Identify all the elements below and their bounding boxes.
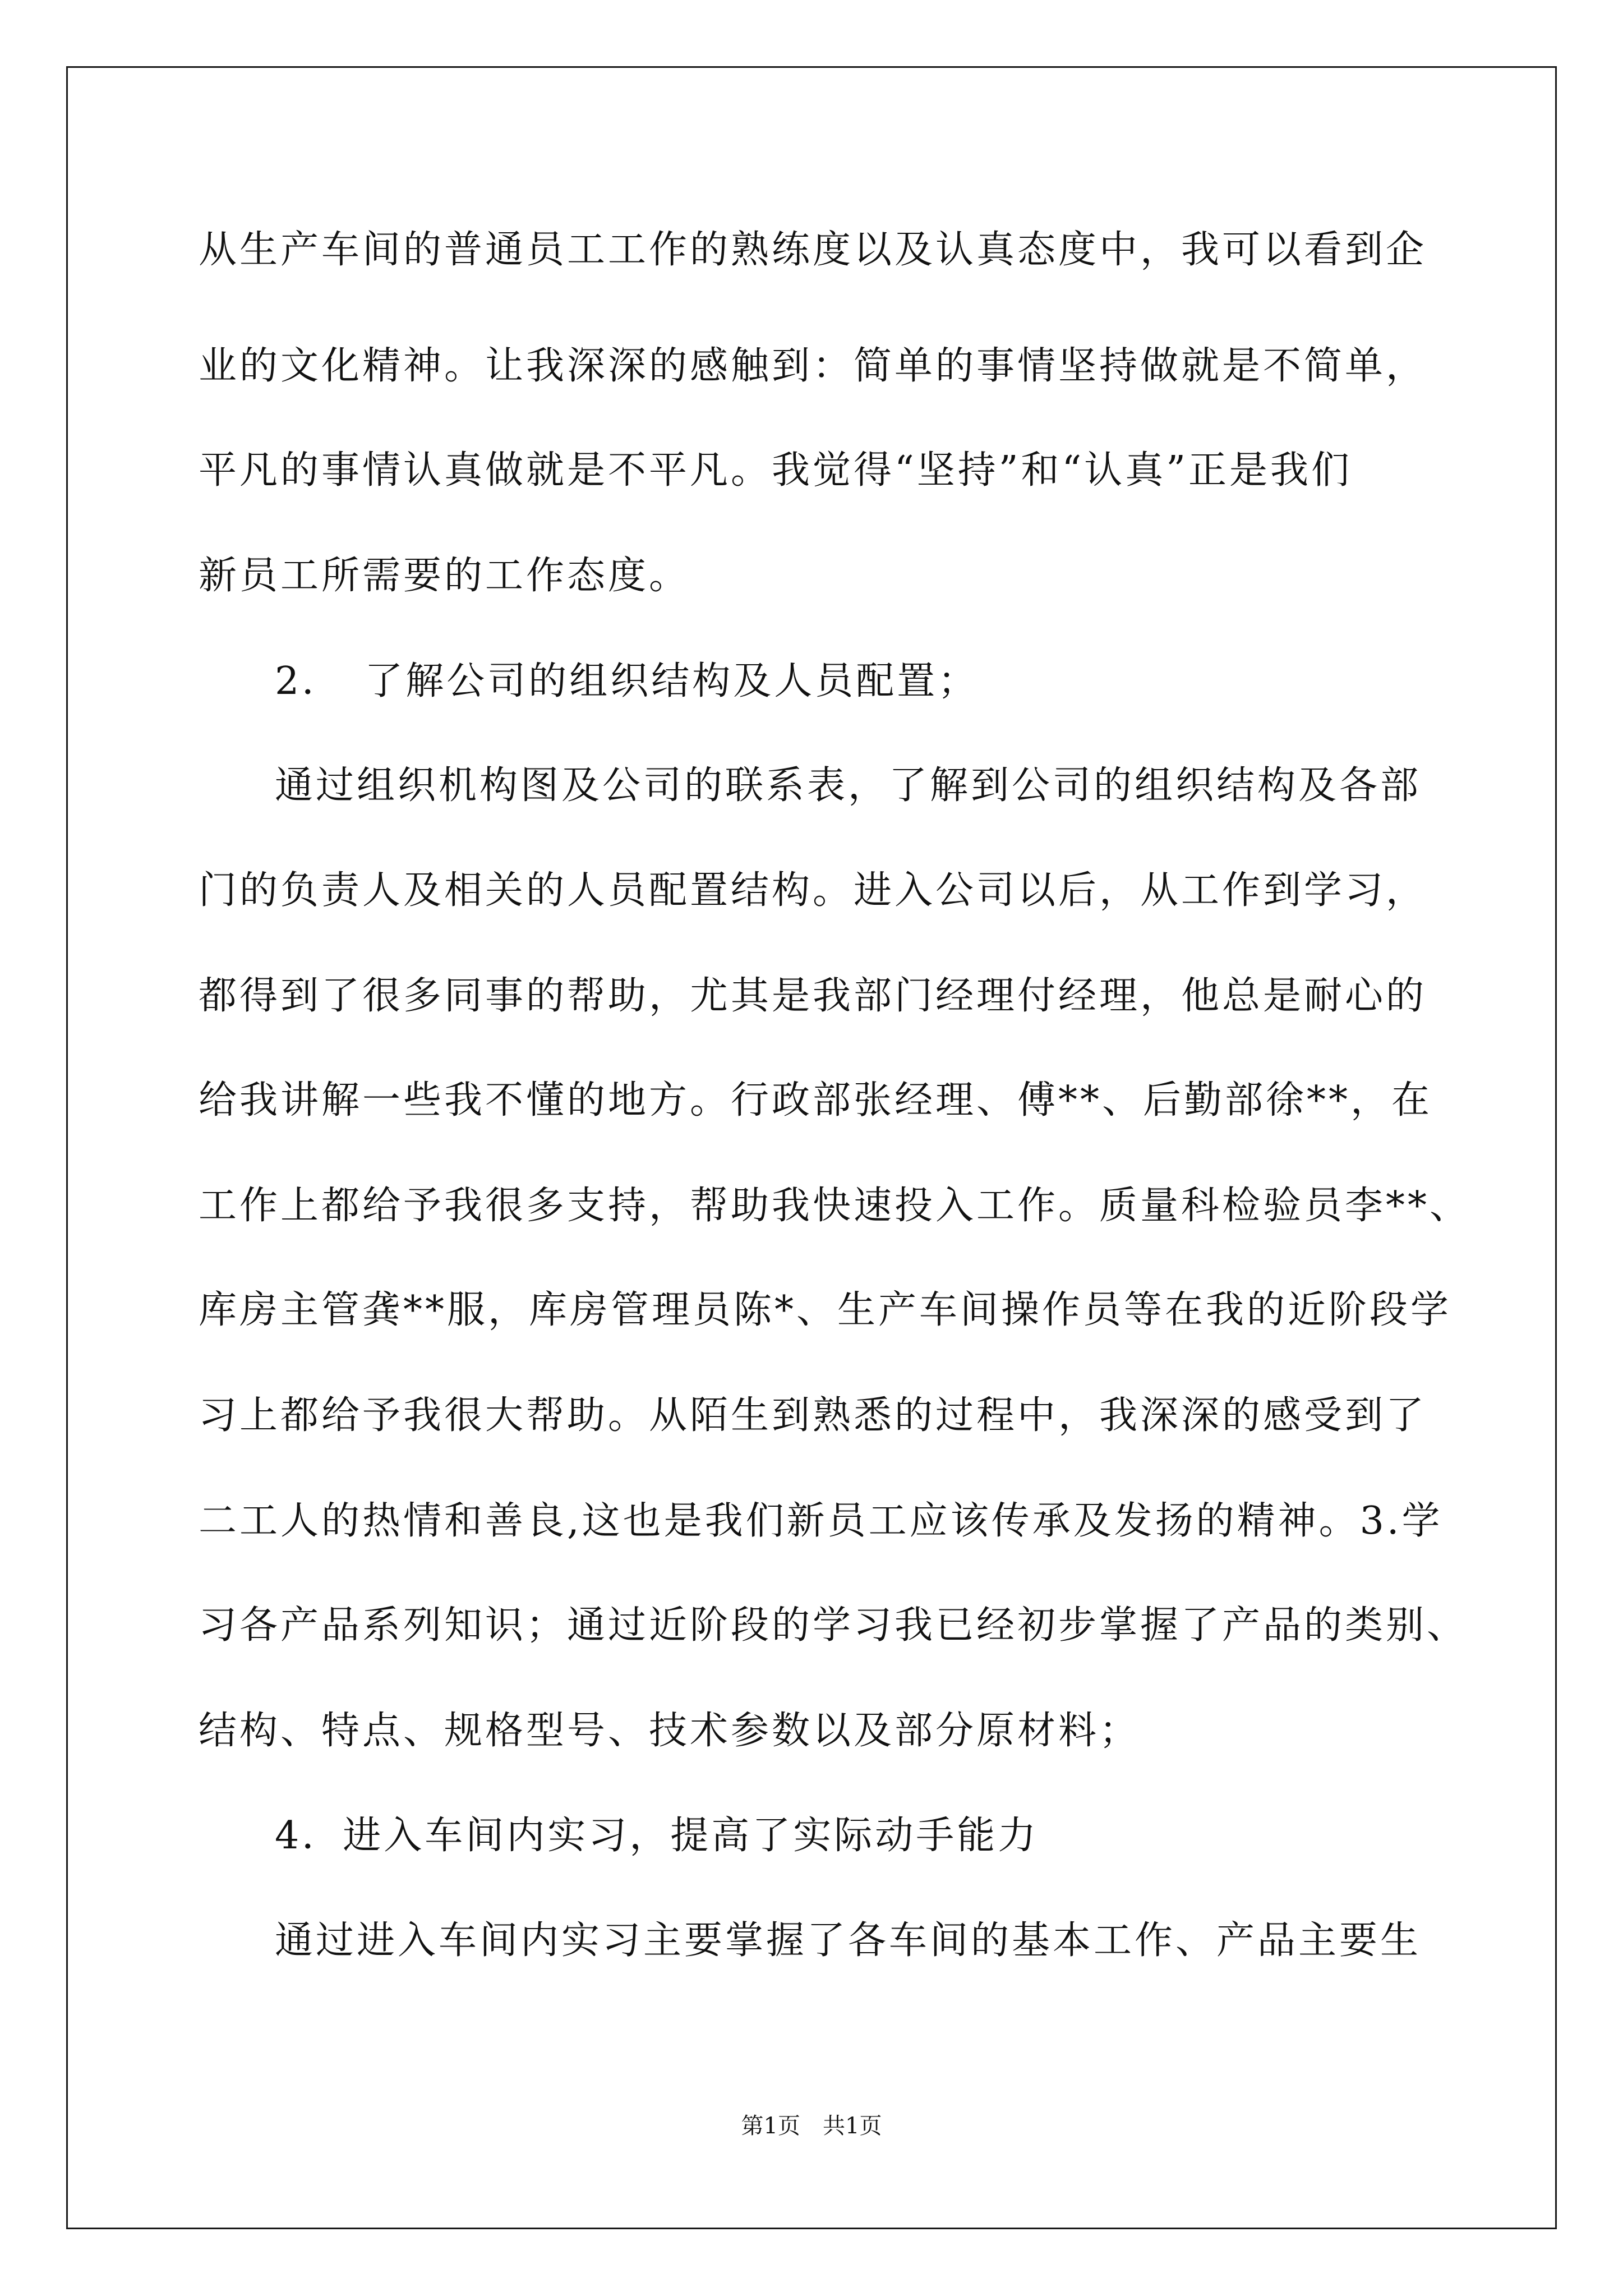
body-line-11: 库房主管龚**服，库房管理员陈*、生产车间操作员等在我的近阶段学 bbox=[199, 1288, 1452, 1332]
body-line-2: 业的文化精神。让我深深的感触到：简单的事情坚持做就是不简单， bbox=[199, 344, 1427, 388]
body-line-15: 结构、特点、规格型号、技术参数以及部分原材料； bbox=[199, 1709, 1141, 1753]
section-heading-2: 2． 了解公司的组织结构及人员配置； bbox=[275, 659, 979, 703]
body-line-1: 从生产车间的普通员工工作的熟练度以及认真态度中，我可以看到企 bbox=[199, 228, 1427, 272]
body-line-8: 都得到了很多同事的帮助，尤其是我部门经理付经理，他总是耐心的 bbox=[199, 974, 1427, 1018]
body-line-3: 平凡的事情认真做就是不平凡。我觉得“坚持”和“认真”正是我们 bbox=[199, 448, 1353, 493]
body-line-14: 习各产品系列知识；通过近阶段的学习我已经初步掌握了产品的类别、 bbox=[199, 1603, 1468, 1648]
page-border bbox=[66, 66, 1557, 2229]
section-heading-4: 4．进入车间内实习，提高了实际动手能力 bbox=[275, 1814, 1039, 1858]
body-line-13: 二工人的热情和善良,这也是我们新员工应该传承及发扬的精神。3.学 bbox=[199, 1499, 1443, 1543]
body-line-12: 习上都给予我很大帮助。从陌生到熟悉的过程中，我深深的感受到了 bbox=[199, 1393, 1427, 1438]
body-line-4: 新员工所需要的工作态度。 bbox=[199, 554, 690, 598]
body-line-6: 通过组织机构图及公司的联系表，了解到公司的组织结构及各部 bbox=[275, 763, 1422, 808]
body-line-7: 门的负责人及相关的人员配置结构。进入公司以后，从工作到学习， bbox=[199, 868, 1427, 913]
body-line-9: 给我讲解一些我不懂的地方。行政部张经理、傅**、后勤部徐**，在 bbox=[199, 1078, 1433, 1122]
body-line-17: 通过进入车间内实习主要掌握了各车间的基本工作、产品主要生 bbox=[275, 1918, 1422, 1963]
body-line-10: 工作上都给予我很多支持，帮助我快速投入工作。质量科检验员李**、 bbox=[199, 1184, 1471, 1228]
page-number-footer: 第1页 共1页 bbox=[741, 2113, 882, 2139]
